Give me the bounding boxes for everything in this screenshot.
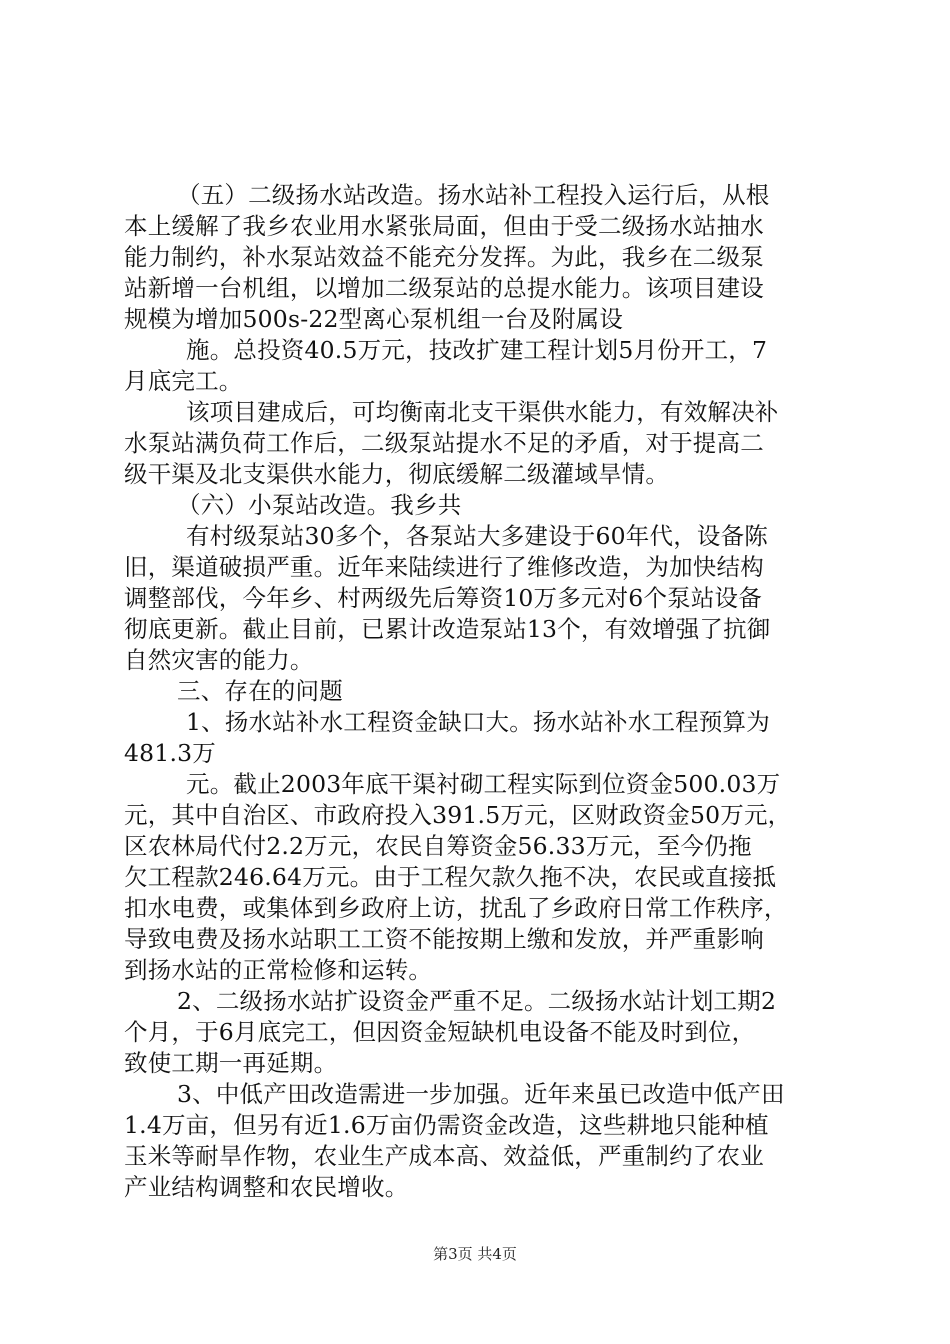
page-number: 第3页 共4页: [433, 1245, 517, 1263]
text-line: 1.4万亩，但另有近1.6万亩仍需资金改造，这些耕地只能种植: [124, 1111, 769, 1139]
text-line: 级干渠及北支渠供水能力，彻底缓解二级灌域旱情。: [124, 460, 670, 488]
text-line: 玉米等耐旱作物，农业生产成本高、效益低，严重制约了农业: [124, 1142, 764, 1170]
text-line: 个月，于6月底完工，但因资金短缺机电设备不能及时到位，: [124, 1018, 756, 1046]
text-line: 481.3万: [124, 739, 216, 767]
text-line: 施。总投资40.5万元，技改扩建工程计划5月份开工，7: [186, 336, 768, 364]
text-line: （五）二级扬水站改造。扬水站补工程投入运行后，从根: [177, 181, 770, 209]
text-line: 调整部伐，今年乡、村两级先后筹资10万多元对6个泵站设备: [124, 584, 762, 612]
text-line: 有村级泵站30多个，各泵站大多建设于60年代，设备陈: [186, 522, 769, 550]
text-line: 扣水电费，或集体到乡政府上访，扰乱了乡政府日常工作秩序，: [124, 894, 788, 922]
text-line: 该项目建成后，可均衡南北支干渠供水能力，有效解决补: [186, 398, 779, 426]
text-line: 元，其中自治区、市政府投入391.5万元，区财政资金50万元，: [124, 801, 792, 829]
text-line: 2、二级扬水站扩设资金严重不足。二级扬水站计划工期2: [177, 987, 777, 1015]
section-heading: 三、存在的问题: [177, 677, 343, 705]
text-line: 水泵站满负荷工作后，二级泵站提水不足的矛盾，对于提高二: [124, 429, 764, 457]
text-line: 产业结构调整和农民增收。: [124, 1173, 409, 1201]
text-line: 彻底更新。截止目前，已累计改造泵站13个，有效增强了抗御: [124, 615, 771, 643]
text-line: 1、扬水站补水工程资金缺口大。扬水站补水工程预算为: [186, 708, 770, 736]
text-line: 元。截止2003年底干渠衬砌工程实际到位资金500.03万: [186, 770, 781, 798]
text-line: 致使工期一再延期。: [124, 1049, 338, 1077]
text-line: 到扬水站的正常检修和运转。: [124, 956, 433, 984]
text-line: （六）小泵站改造。我乡共: [177, 491, 462, 519]
text-line: 区农林局代付2.2万元，农民自筹资金56.33万元，至今仍拖: [124, 832, 752, 860]
text-line: 月底完工。: [124, 367, 243, 395]
text-line: 自然灾害的能力。: [124, 646, 314, 674]
text-line: 能力制约，补水泵站效益不能充分发挥。为此，我乡在二级泵: [124, 243, 764, 271]
text-line: 规模为增加500s-22型离心泵机组一台及附属设: [124, 305, 624, 333]
text-line: 欠工程款246.64万元。由于工程欠款久拖不决，农民或直接抵: [124, 863, 777, 891]
text-line: 旧，渠道破损严重。近年来陆续进行了维修改造，为加快结构: [124, 553, 764, 581]
text-line: 导致电费及扬水站职工工资不能按期上缴和发放，并严重影响: [124, 925, 764, 953]
text-line: 本上缓解了我乡农业用水紧张局面，但由于受二级扬水站抽水: [124, 212, 764, 240]
text-line: 站新增一台机组，以增加二级泵站的总提水能力。该项目建设: [124, 274, 764, 302]
text-line: 3、中低产田改造需进一步加强。近年来虽已改造中低产田: [177, 1080, 785, 1108]
